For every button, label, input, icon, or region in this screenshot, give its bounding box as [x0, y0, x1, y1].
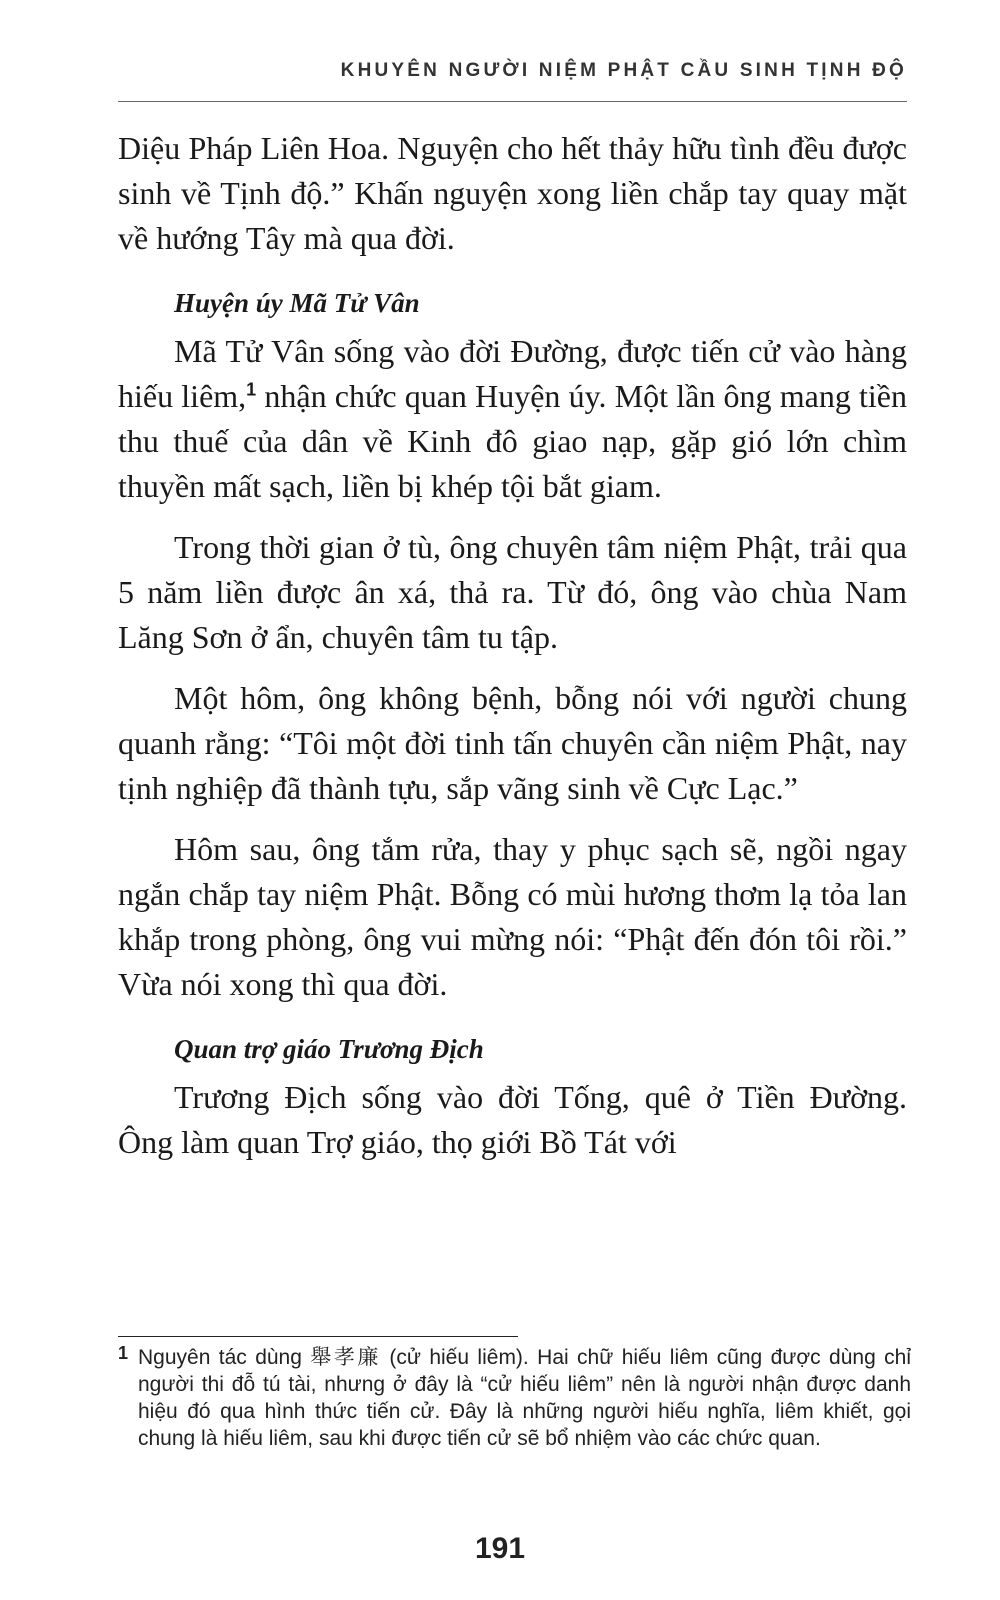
footnote: [118, 1344, 911, 1452]
page-number: 191: [474, 1532, 526, 1565]
header-rule: [118, 101, 907, 102]
paragraph-1-end: nhận chức quan Huyện úy. Một lần ông mang tiền thu thuế của dân về Kinh đô giao nạp, gặp gió lớn chìm thuyền mất sạch, liền bị khép tội bắt giam.: [118, 378, 908, 504]
paragraph-2: Trong thời gian ở tù, ông chuyên tâm niệm Phật, trải qua 5 năm liền được ân xá, thả ra. Từ đó, ông vào chùa Nam Lăng Sơn ở ẩn, chuyên tâm tu tập.: [118, 529, 907, 655]
section-heading-ma-tu-van: Huyện úy Mã Tử Vân: [174, 288, 420, 318]
paragraph-1-start: Mã Tử Vân sống vào đời Đường, được tiến cử vào hàng hiếu liêm,: [118, 333, 907, 414]
footnote-text: Nguyên tác dùng 舉孝廉 (cử hiếu liêm). Hai chữ hiếu liêm cũng được dùng chỉ người thi đỗ tú tài, nhưng ở đây là “cử hiếu liêm” nên là người nhận được danh hiệu đó qua hình thức tiến cử. Đây là những người hiếu nghĩa, liêm khiết, gọi chung là hiếu liêm, sau khi được tiến cử sẽ bổ nhiệm vào các chức quan.: [138, 1346, 911, 1450]
footnote-number: 1: [118, 1343, 129, 1363]
section-heading-truong-dich: Quan trợ giáo Trương Địch: [174, 1034, 484, 1064]
paragraph-continued: Diệu Pháp Liên Hoa. Nguyện cho hết thảy hữu tình đều được sinh về Tịnh độ.” Khấn nguyện xong liền chắp tay quay mặt về hướng Tây mà qua đời.: [118, 130, 907, 256]
paragraph-3: Một hôm, ông không bệnh, bỗng nói với người chung quanh rằng: “Tôi một đời tinh tấn chuyên cần niệm Phật, nay tịnh nghiệp đã thành tựu, sắp vãng sinh về Cực Lạc.”: [118, 680, 907, 806]
footnote-reference[interactable]: 1: [246, 379, 257, 400]
paragraph-1: [118, 329, 907, 509]
running-header: KHUYÊN NGƯỜI NIỆM PHẬT CẦU SINH TỊNH ĐỘ: [340, 60, 907, 81]
paragraph-5: Trương Địch sống vào đời Tống, quê ở Tiền Đường. Ông làm quan Trợ giáo, thọ giới Bồ Tát với: [118, 1079, 907, 1160]
footnote-rule: [118, 1336, 518, 1337]
paragraph-4: Hôm sau, ông tắm rửa, thay y phục sạch sẽ, ngồi ngay ngắn chắp tay niệm Phật. Bỗng có mùi hương thơm lạ tỏa lan khắp trong phòng, ông vui mừng nói: “Phật đến đón tôi rồi.” Vừa nói xong thì qua đời.: [118, 831, 907, 1002]
body-text: [118, 126, 907, 1181]
